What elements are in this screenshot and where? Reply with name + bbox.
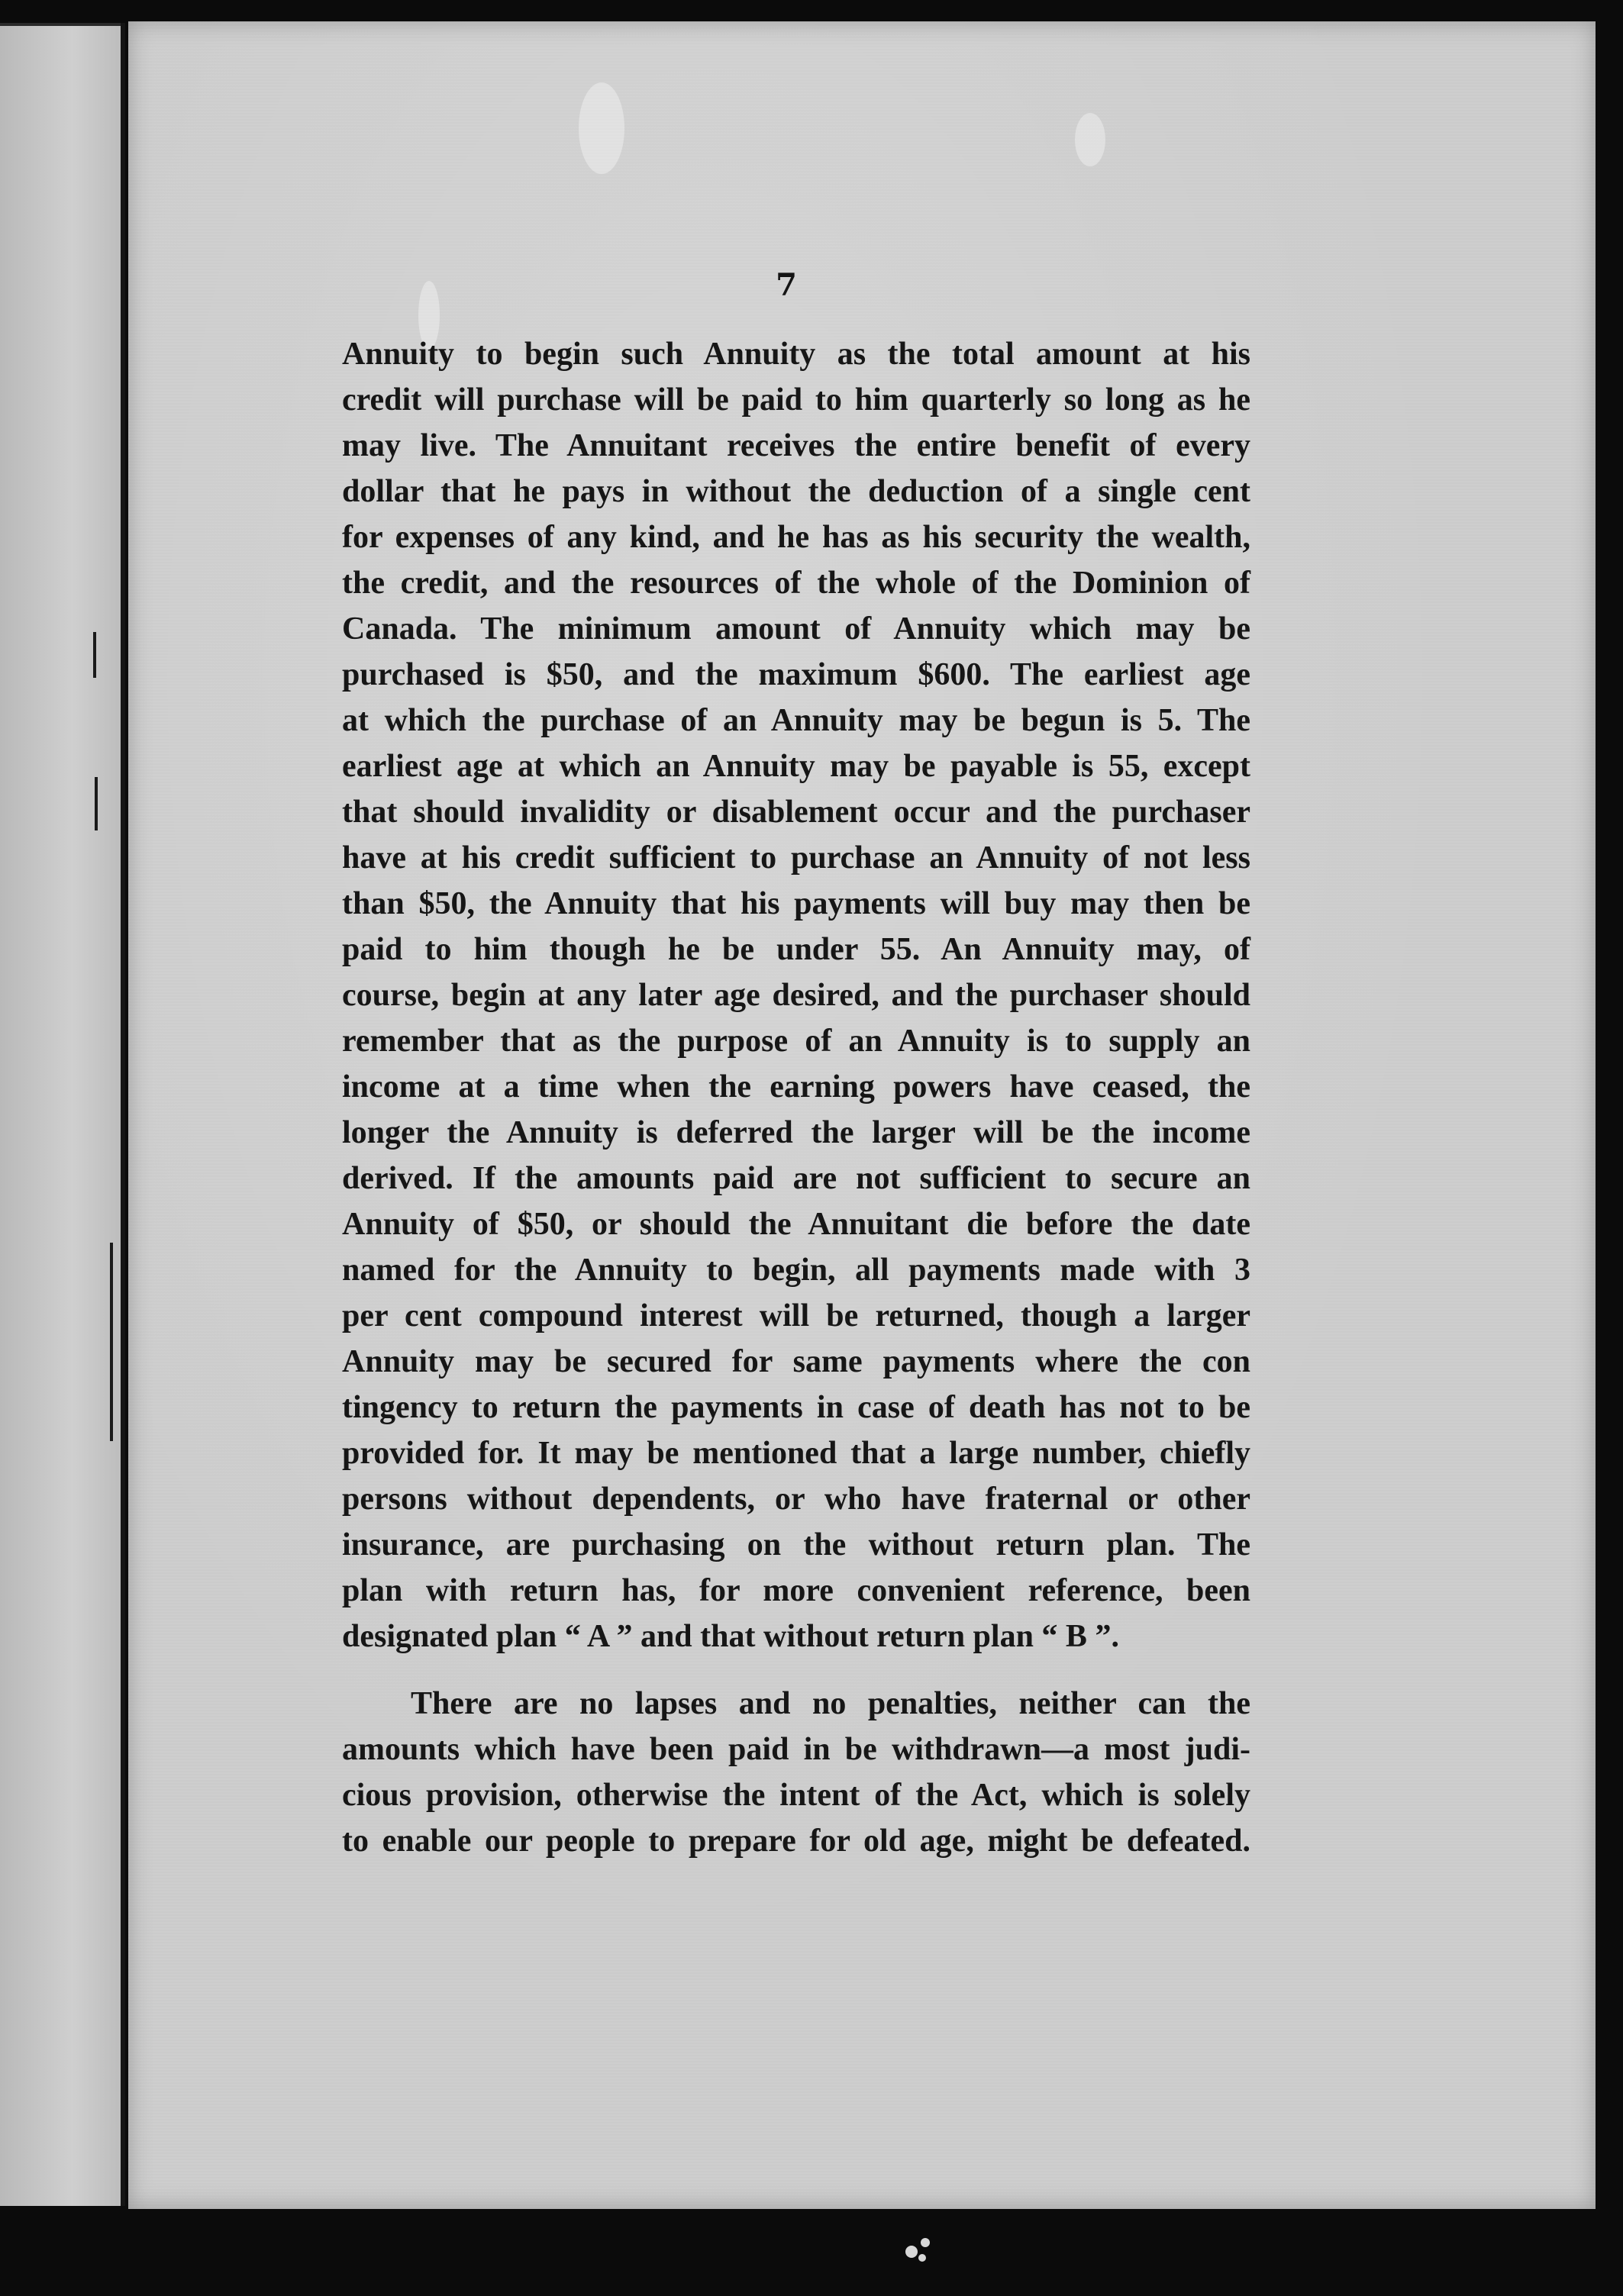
text-line: cious provision, otherwise the intent of the Act, which is solely: [342, 1778, 1250, 1813]
paper-speck: [579, 82, 624, 174]
facing-page-border: [0, 23, 121, 2209]
text-line: purchased is $50, and the maximum $600. The earliest age: [342, 657, 1250, 692]
text-line: that should invalidity or disablement occur and the purchaser: [342, 795, 1250, 830]
text-line: Annuity may be secured for same payments where the con: [342, 1344, 1250, 1379]
paragraph: [342, 1681, 1250, 1864]
text-line: longer the Annuity is deferred the larger will be the income: [342, 1115, 1250, 1150]
text-line: remember that as the purpose of an Annuity is to supply an: [342, 1024, 1250, 1059]
text-line: per cent compound interest will be returned, though a larger: [342, 1298, 1250, 1333]
text-line: insurance, are purchasing on the without return plan. The: [342, 1527, 1250, 1562]
text-line: plan with return has, for more convenient reference, been: [342, 1573, 1250, 1608]
text-line: derived. If the amounts paid are not sufficient to secure an: [342, 1161, 1250, 1196]
text-line: have at his credit sufficient to purchase an Annuity of not less: [342, 840, 1250, 876]
binding-mark: [95, 777, 98, 830]
paper-speck: [1075, 113, 1105, 166]
facing-page-edge: [0, 23, 125, 2206]
paragraph-gap: [342, 1659, 1250, 1681]
text-line: than $50, the Annuity that his payments will buy may then be: [342, 886, 1250, 921]
text-line: Annuity to begin such Annuity as the total amount at his: [342, 337, 1250, 372]
text-line: Annuity of $50, or should the Annuitant die before the date: [342, 1207, 1250, 1242]
text-line: There are no lapses and no penalties, neither can the: [411, 1686, 1250, 1721]
binding-mark: [93, 632, 96, 678]
text-line: the credit, and the resources of the whole of the Dominion of: [342, 566, 1250, 601]
text-line: Canada. The minimum amount of Annuity which may be: [342, 611, 1250, 647]
text-line: to enable our people to prepare for old age, might be defeated.: [342, 1824, 1250, 1859]
paragraph: [342, 331, 1250, 1659]
text-line: provided for. It may be mentioned that a large number, chiefly: [342, 1436, 1250, 1471]
scan-artifact: [901, 2229, 947, 2267]
text-line: credit will purchase will be paid to him quarterly so long as he: [342, 382, 1250, 418]
text-line: may live. The Annuitant receives the entire benefit of every: [342, 428, 1250, 463]
body-text: [342, 331, 1250, 1864]
text-line: paid to him though he be under 55. An Annuity may, of: [342, 932, 1250, 967]
text-line: named for the Annuity to begin, all payments made with 3: [342, 1253, 1250, 1288]
text-line: for expenses of any kind, and he has as his security the wealth,: [342, 520, 1250, 555]
text-line: income at a time when the earning powers have ceased, the: [342, 1069, 1250, 1104]
text-line: at which the purchase of an Annuity may be begun is 5. The: [342, 703, 1250, 738]
text-line: course, begin at any later age desired, and the purchaser should: [342, 978, 1250, 1013]
text-line: persons without dependents, or who have fraternal or other: [342, 1482, 1250, 1517]
text-line: tingency to return the payments in case of death has not to be: [342, 1390, 1250, 1425]
binding-mark: [110, 1243, 113, 1441]
text-line: designated plan “ A ” and that without return plan “ B ”.: [342, 1619, 1119, 1654]
text-line: earliest age at which an Annuity may be payable is 55, except: [342, 749, 1250, 784]
text-line: dollar that he pays in without the deduction of a single cent: [342, 474, 1250, 509]
text-line: amounts which have been paid in be withdrawn—a most judi-: [342, 1732, 1250, 1767]
page-number: 7: [776, 267, 797, 303]
